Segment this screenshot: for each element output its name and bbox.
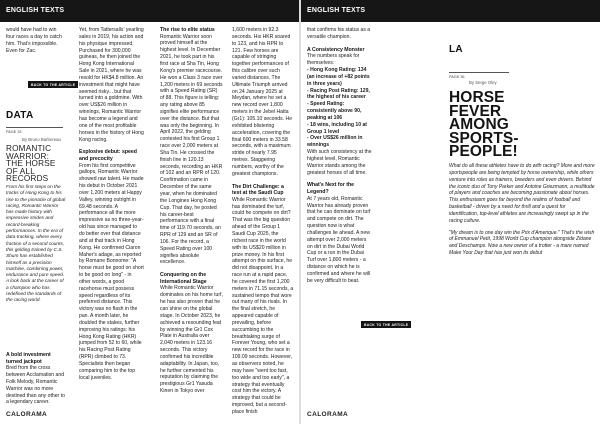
- right-col2-body2: The numbers speak for themselves:: [307, 53, 360, 67]
- right-column-1: [307, 27, 373, 285]
- left-page-ref: PAGE 33: [6, 130, 22, 134]
- left-page-header: [0, 0, 299, 22]
- left-col3-body1: Romantic Warrior soon proved himself at the highest level. In December 2021, he took part in his first race at Sha Tin, Hong Kong's premier racecourse. He won a Class 3 race over 1,200 meters in 69 seconds with a Speed Rating (SR) of 88. This figure is telling: any rating above 85 signifies elite performance over the distance. But that was only the beginning. In April 2022, the gelding contested his first Group 1 race over 2,000 meters at Sha Tin. He crossed the finish line in 120.13 seconds, recording an HKR of 102 and an RPR of 120. Confirmation came in December of the same year, when he dominated the Longines Hong Kong Cup. That day, he posted his career-best performance with a final time of 119.70 seconds, an RPR of 129 and an SR of 106. For the record, a Speed Rating over 100 signifies absolute excellence.: [160, 33, 223, 266]
- right-back-to-article-button[interactable]: BACK TO THE ARTICLE: [361, 321, 411, 328]
- right-col2-subhead2: What's Next for the Legend?: [307, 182, 355, 196]
- list-item: - Racing Post Rating: 129, the highest of his career: [307, 87, 370, 101]
- right-page-ref: PAGE 36: [449, 75, 465, 79]
- list-item: - Over US$26 million in winnings: [307, 135, 363, 149]
- left-article-deck: From his first steps on the tracks of Hong Kong to his rise to the pinnacle of global racing, Romantic Warrior has made history with impressive strides and record-breaking performances. In the era of data-tracking, where every fraction of a second counts, this gelding trained by C.S. Shum has established himself as a precision machine, combining power, endurance and pure speed. A look back at the career of a champion who has redefined the standards of the racing world.: [6, 185, 66, 304]
- right-col1-body2: While Romantic Warrior has dominated the turf, could he compete on dirt? That was the big question ahead of the Group 1 Saudi Cup 2025, the richest race in the world with its US$20 million in prize money. In his first attempt on this surface, he did not disappoint. In a race run at a rapid pace, he covered the first 1,200 meters in 71.15 seconds, a sustained tempo that wore out many of his rivals. In the final stretch, he appeared capable of prevailing, before succumbing to the breathtaking surge of Forever Young, who set a new record for the race in 109.09 seconds. However, as observers noted, he may have "went too fast, too wide and too early", a strategy that eventually cost him the victory. A strategy that could be improved, but a second-place finish: [232, 196, 294, 415]
- right-deck-p2: "My dream is to one day win the Prix d'Amerique." That's the wish of Emmanuel Petit, 1998 World Cup champion alongside Zidane and Deschamps. Now a new owner of a trotter - a mare named Make Your Day that has just won its debut: [449, 229, 595, 257]
- left-col1-body: Bred from the cross between Acclamation and Folk Melody, Romantic Warrior was no more destined than any other to a legendary career.: [6, 365, 65, 406]
- right-header-title: ENGLISH TEXTS: [307, 7, 366, 14]
- right-page: [301, 0, 600, 424]
- left-col2-body1: Yet, from Tattersalls' yearling sales in 2019, his action and his physique impressed. Purchased for 300,000 guineas, he then joined the Hong Kong International Sale in 2021, where he was resold for HK$4.8 million. An investment that might have seemed risky... but that turned into a goldmine. With over US$26 million in winnings, Romantic Warrior has become a legend and one of the most profitable horses in the history of Hong Kong racing.: [79, 27, 144, 143]
- right-section-label: LA: [449, 44, 463, 55]
- left-section-label: DATA: [6, 110, 34, 121]
- left-article-title: [6, 145, 66, 183]
- right-section-rule: [449, 72, 509, 73]
- left-byline: By Bruno Barbereau: [22, 137, 61, 142]
- left-column-2: [79, 27, 144, 382]
- list-item: - Hong Kong Rating: 134 (an increase of +82 points in three years): [307, 66, 370, 87]
- left-col2-subhead: Explosive debut: speed and precocity: [79, 149, 137, 162]
- left-col2-body2: From his first competitive gallops, Romantic Warrior showed raw talent. He made his debut in October 2021 over 1,200 meters at Happy Valley, winning outright in 69.48 seconds. A performance all the more impressive as no three-year-old has since managed to do better over that distance and at that track in Hong Kong. He confirmed Ciaron Maher's adage, as reported by Romane Bonnome: "A horse must be good on short to be good on long" - in other words, a good racehorse must possess speed regardless of its preferred distance. This victory was no flash in the pan. A month later, he doubled the stakes, further improving his ratings: his Hong Kong Rating (HKR) jumped from 52 to 60, while his Racing Post Rating (RPR) climbed to 73. Specialists then began comparing him to the top local juveniles.: [79, 162, 144, 381]
- left-col3-subhead2: Conquering on the International Stage: [160, 272, 207, 285]
- right-col2-subhead: A Consistency Monster: [307, 46, 365, 53]
- list-item: - 18 wins, including 10 at Group 1 level: [307, 121, 368, 135]
- left-footer-brand: CALORAMA: [6, 411, 48, 418]
- headline-line: HORSE: [449, 89, 505, 106]
- title-line: OF ALL RECORDS: [6, 166, 49, 184]
- right-article-deck: [449, 163, 595, 257]
- left-column-1: [6, 27, 63, 54]
- left-header-title: ENGLISH TEXTS: [6, 7, 65, 14]
- right-headline: [449, 91, 597, 159]
- right-deck-p1: What do all these athletes have to do with racing? More and more sportspeople are being tempted by horse ownership, while others venture into roles as trainers, breeders and even drivers. Behind the iconic duo of Tony Parker and Antoine Griezmann, a multitude of players and coaches are becoming passionate about horses. This enthusiasm goes far beyond the realms of football and basketball - driven by a need for thrill and a quest for identification, top-level athletes are increasingly swept up in the racing culture.: [449, 163, 595, 224]
- headline-line: AMONG: [449, 116, 509, 134]
- right-col2-body3: With such consistency at the highest level, Romantic Warrior stands among the greatest horses of all time.: [307, 149, 372, 176]
- headline-line: PEOPLE!: [449, 143, 518, 161]
- left-back-to-article-button[interactable]: BACK TO THE ARTICLE: [28, 81, 78, 88]
- left-section-rule: [6, 127, 63, 128]
- left-col1-top-text: would have had to win four races a day to catch him. That's impossible. Even for Zac.: [6, 27, 62, 54]
- left-col1-subhead: A bold investment turned jackpot: [6, 352, 51, 365]
- right-byline: By Serge Oley: [469, 80, 497, 85]
- left-column-3: [160, 27, 223, 395]
- right-footer-brand: CALORAMA: [307, 411, 349, 418]
- right-page-header: [301, 0, 600, 22]
- left-column-4: [232, 27, 294, 416]
- left-col3-body2: While Romantic Warrior dominates on his home turf, he has also proven that he can shine on the global stage. In October 2023, he achieved a resounding feat by winning the Gr1 Cox Plate in Australia over 2,040 meters in 123.16 seconds. This victory confirmed his incredible adaptability. In Japan, too, he further cemented his reputation by claiming the prestigious Gr1 Yasuda Kinen in Tokyo over: [160, 285, 223, 395]
- right-col2-body4: At 7 years old, Romantic Warrior has already proven that he can dominate on turf and compete on dirt. The question now is what challenges lie ahead. A new attempt over 2,000 meters on dirt in the Dubai World Cup or a run in the Dubai Turf over 1,800 meters - a distance on which he is confirmed and where he will be very difficult to beat.: [307, 195, 371, 284]
- right-col1-body1: 1,600 meters in 92.3 seconds. His HKR soared to 123, and his RPR to 121. Few horses are capable of stringing together performances of this calibre over such varied distances. The Ultimate Triumph arrived on 24 January 2025 at Meydan, where he set a new record over 1,800 meters in the Jebel Hatta (Gr1): 105.10 seconds. He exhibited blistering acceleration, covering the final 600 meters in 33.58 seconds, with a maximum stride of nearly 7.95 metres. Staggering numbers, worthy of the greatest champions.: [232, 27, 293, 177]
- left-col3-subhead: The rise to elite status: [160, 27, 215, 33]
- left-page: [0, 0, 299, 424]
- headline-line: SPORTS-: [449, 129, 519, 147]
- title-line: WARRIOR:: [6, 151, 50, 161]
- right-col2-body1: that confirms his status as a versatile champion.: [307, 27, 371, 40]
- title-line: THE HORSE: [6, 159, 56, 169]
- title-line: ROMANTIC: [6, 144, 52, 153]
- right-col1-subhead: The Dirt Challenge: a test at the Saudi Cup: [232, 183, 284, 197]
- list-item: - Speed Rating: consistently above 90, peaking at 106: [307, 101, 362, 121]
- headline-line: FEVER: [449, 102, 502, 120]
- left-col1-bottom: [6, 352, 66, 406]
